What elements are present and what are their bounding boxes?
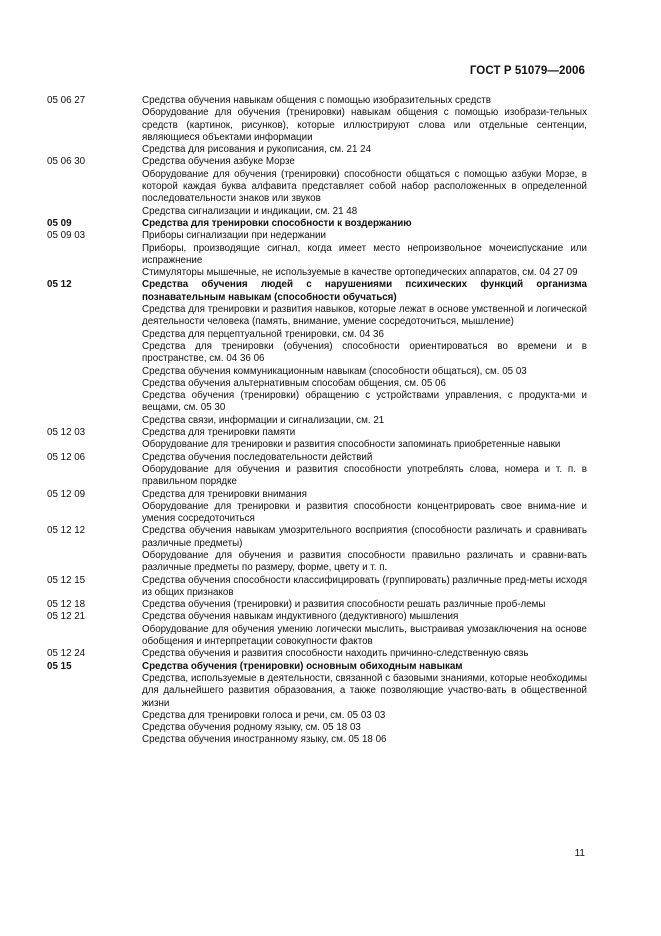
entry-text: Средства для перцептуальной тренировки, см. 04 36 xyxy=(142,328,384,340)
section-heading-row xyxy=(47,661,587,673)
entry-title: Средства, используемые в деятельности, связанной с базовыми знаниями, которые необходимы для дальнейшего развития образования, а также позволяющие участво-вать в общественной жизни xyxy=(142,672,587,709)
page-number: 11 xyxy=(574,848,585,859)
classification-code: 05 06 30 xyxy=(47,156,86,168)
entry-text: Оборудование для тренировки и развития способности запоминать приобретенные навыки xyxy=(142,439,561,451)
entry-body xyxy=(142,156,587,217)
entry-row xyxy=(47,611,587,648)
entry-row xyxy=(47,452,587,489)
entry-title: Средства обучения (тренировки) основным обиходным навыкам xyxy=(142,660,463,672)
entry-text: Стимуляторы мышечные, не используемые в качестве ортопедических аппаратов, см. 04 27 09 xyxy=(142,267,578,279)
entry-text: Приборы, производящие сигнал, когда имеет место непроизвольное мочеиспускание или испражнение xyxy=(142,242,587,266)
entry-title: Средства для тренировки памяти xyxy=(142,427,296,439)
entry-text: Средства обучения родному языку, см. 05 18 03 xyxy=(142,722,361,734)
entry-text: Оборудование для обучения и развития способности правильно различать и сравни-вать различные предметы по размеру, форме, цвету и т. п. xyxy=(142,549,587,574)
classification-code: 05 12 06 xyxy=(47,451,86,463)
classification-code: 05 06 27 xyxy=(47,95,86,106)
entry-row xyxy=(47,230,587,279)
entry-text: Оборудование для обучения и развития способности употреблять слова, номера и т. п. в правильном порядке xyxy=(142,463,587,488)
entry-text: Средства обучения иностранному языку, см. 05 18 06 xyxy=(142,734,387,746)
entry-body xyxy=(142,575,587,600)
entry-title: Средства обучения и развития способности находить причинно-следственную связь xyxy=(142,648,529,660)
classification-code: 05 12 21 xyxy=(47,611,86,623)
entry-title: Средства обучения азбуке Морзе xyxy=(142,156,295,168)
entry-body xyxy=(142,611,587,648)
entry-title: Средства обучения навыкам умозрительного восприятия (способности различать и сравнивать различные предметы) xyxy=(142,525,587,549)
entry-text: Оборудование для тренировки и развития способности концентрировать свое внима-ние и умения сосредоточиться xyxy=(142,500,587,525)
section-heading-row xyxy=(47,279,587,304)
classification-code: 05 09 xyxy=(47,217,72,229)
entry-title: Средства обучения последовательности действий xyxy=(142,451,373,463)
entry-body xyxy=(142,525,587,574)
classification-code: 05 09 03 xyxy=(47,230,86,242)
entry-row xyxy=(47,489,587,526)
entry-text: Средства обучения альтернативным способам общения, см. 05 06 xyxy=(142,377,446,389)
classification-code: 05 12 15 xyxy=(47,574,86,586)
entry-body xyxy=(142,230,587,279)
entry-title: Средства для тренировки внимания xyxy=(142,488,307,500)
entry-row xyxy=(47,525,587,574)
entry-text: Оборудование для обучения умению логически мыслить, выстраивая умозаключения на основе обобщения и интерпретации совокупности фактов xyxy=(142,623,587,648)
section-heading-row xyxy=(47,218,587,230)
classification-code: 05 12 12 xyxy=(47,525,86,537)
entry-body xyxy=(142,599,587,611)
entry-body xyxy=(142,648,587,660)
entry-row xyxy=(47,575,587,600)
entry-text: Средства связи, информации и сигнализации, см. 21 xyxy=(142,414,385,426)
entry-row xyxy=(47,304,587,427)
classification-code: 05 12 18 xyxy=(47,599,86,611)
entry-title: Средства обучения навыкам индуктивного (дедуктивного) мышления xyxy=(142,611,459,623)
entries-container xyxy=(47,95,587,747)
entry-text: Оборудование для обучения (тренировки) навыкам общения с помощью изобрази-тельных средств (картинок, рисунков), которые иллюстрируют слова или отдельные сентенции, являющиеся объектами информации xyxy=(142,107,587,143)
classification-code xyxy=(47,673,142,747)
entry-body xyxy=(142,427,587,452)
classification-list xyxy=(47,95,587,747)
entry-text: Оборудование для обучения (тренировки) способности общаться с помощью азбуки Морзе, в которой каждая буква алфавита представляет собой набор расположенных в определенной последовательности знаков или звуков xyxy=(142,168,587,205)
entry-body xyxy=(142,95,587,156)
classification-code: 05 12 09 xyxy=(47,488,86,500)
entry-body xyxy=(142,661,587,673)
entry-row xyxy=(47,673,587,747)
entry-text: Средства обучения коммуникационным навыкам (способности общаться), см. 05 03 xyxy=(142,365,527,377)
classification-code: 05 15 xyxy=(47,660,72,672)
entry-body xyxy=(142,489,587,526)
classification-code: 05 12 03 xyxy=(47,427,86,439)
entry-title: Средства для тренировки и развития навыков, которые лежат в основе умственной и логической деятельности человека (память, внимание, умение сосредоточиться, мышление) xyxy=(142,304,587,328)
entry-title: Средства обучения способности классифицировать (группировать) различные пред-меты исходя из общих признаков xyxy=(142,574,588,598)
entry-row xyxy=(47,599,587,611)
entry-text: Средства для рисования и рукописания, см. 21 24 xyxy=(142,144,372,156)
classification-code: 05 12 xyxy=(47,279,72,291)
entry-text: Средства обучения (тренировки) обращению с устройствами управления, с продукта-ми и вещами, см. 05 30 xyxy=(142,390,587,414)
entry-body xyxy=(142,218,587,230)
entry-title: Средства обучения (тренировки) и развития способности решать различные проб-лемы xyxy=(142,599,546,611)
entry-row xyxy=(47,648,587,660)
entry-row xyxy=(47,95,587,156)
classification-code xyxy=(47,304,142,427)
entry-title: Средства обучения людей с нарушениями психических функций организма познавательным навыкам (способности обучаться) xyxy=(142,279,587,303)
entry-title: Средства для тренировки способности к воздержанию xyxy=(142,217,412,229)
entry-row xyxy=(47,427,587,452)
document-header: ГОСТ Р 51079—2006 xyxy=(469,65,585,77)
classification-code: 05 12 24 xyxy=(47,648,86,660)
entry-body xyxy=(142,452,587,489)
entry-text: Средства для тренировки (обучения) способности ориентироваться во времени и в пространстве, см. 04 36 06 xyxy=(142,340,587,365)
entry-body xyxy=(142,279,587,304)
entry-title: Средства обучения навыкам общения с помощью изобразительных средств xyxy=(142,95,491,106)
entry-body xyxy=(142,304,587,427)
entry-text: Средства сигнализации и индикации, см. 21 48 xyxy=(142,205,358,217)
entry-title: Приборы сигнализации при недержании xyxy=(142,230,327,242)
entry-row xyxy=(47,156,587,217)
entry-body xyxy=(142,673,587,747)
entry-text: Средства для тренировки голоса и речи, см. 05 03 03 xyxy=(142,709,386,721)
